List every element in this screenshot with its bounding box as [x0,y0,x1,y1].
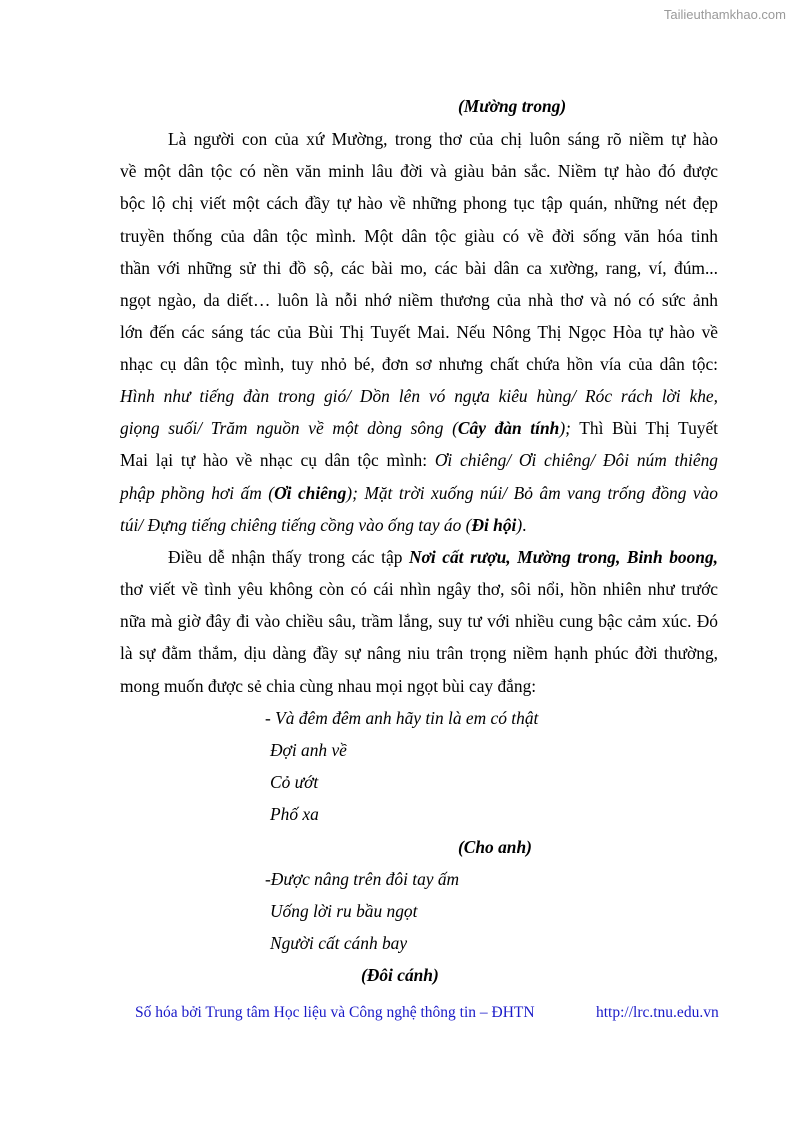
paragraph-line: thơ viết về tình yêu không còn có cái nhìn ngây thơ, sôi nổi, hồn nhiên như trước [120,579,718,599]
section-heading: (Mường trong) [458,96,567,116]
quote-text: túi/ Đựng tiếng chiêng tiếng cồng vào ống tay áo ( [120,515,472,535]
poem-line: Uống lời ru bầu ngọt [270,901,418,921]
footer-credit: Số hóa bởi Trung tâm Học liệu và Công nghệ thông tin – ĐHTN [135,1004,535,1021]
quote-text: ) [516,515,523,535]
paragraph-line: nữa mà giờ đây đi vào chiều sâu, trầm lắng, suy tư với nhiều cung bậc cảm xúc. Đó [120,611,718,631]
paragraph-line: bộc lộ chị viết một cách đầy tự hào về những phong tục tập quán, những nét đẹp [120,193,718,213]
paragraph-line: về một dân tộc có nền văn minh lâu đời và giàu bản sắc. Niềm tự hào đó được [120,161,718,181]
text: Điều dễ nhận thấy trong các tập [168,547,409,567]
poem-source: (Đôi cánh) [361,965,439,985]
poem-line: - Và đêm đêm anh hãy tin là em có thật [265,708,539,728]
quote-text: giọng suối/ Trăm nguồn về một dòng sông ( [120,418,458,438]
paragraph-line: Hình như tiếng đàn trong gió/ Dồn lên vó ngựa kiêu hùng/ Róc rách lời khe, [120,386,718,406]
footer-url[interactable]: http://lrc.tnu.edu.vn [596,1004,719,1021]
poem-line: Người cất cánh bay [270,933,408,953]
text: Thì Bùi Thị Tuyết [570,418,719,438]
poem-line: Đợi anh về [270,740,347,760]
paragraph-line [120,452,718,469]
text: . [522,515,527,535]
paragraph-line [120,517,527,534]
poem-line: Phố xa [270,804,319,824]
paragraph-line: mong muốn được sẻ chia cùng nhau mọi ngọt bùi cay đắng: [120,676,537,696]
watermark: Tailieuthamkhao.com [663,7,786,22]
paragraph-line: Là người con của xứ Mường, trong thơ của chị luôn sáng rõ niềm tự hào [168,129,718,149]
text: Mai lại tự hào về nhạc cụ dân tộc mình: [120,450,435,470]
work-title: Đi hội [471,515,517,535]
quote-text: phập phồng hơi ấm ( [120,483,275,503]
paragraph-line [168,549,718,566]
quote-text: ); Mặt trời xuống núi/ Bỏ âm vang trống đồng vào [346,483,719,503]
quote-text: Ơi chiêng/ Ơi chiêng/ Đôi núm thiêng [434,450,718,470]
collection-titles: Nơi cất rượu, Mường trong, Binh boong, [408,547,718,567]
poem-line: -Được nâng trên đôi tay ấm [265,869,460,889]
work-title: Cây đàn tính [457,418,560,438]
poem-line: Cỏ ướt [270,772,319,792]
quote-text: ); [559,418,571,438]
paragraph-line [120,420,718,437]
paragraph-line: là sự đằm thắm, dịu dàng đầy sự nâng niu trân trọng niềm hạnh phúc đời thường, [120,643,718,663]
paragraph-line: nhạc cụ dân tộc mình, tuy nhỏ bé, đơn sơ nhưng chất chứa hồn vía của dân tộc: [120,354,718,374]
paragraph-line: lớn đến các sáng tác của Bùi Thị Tuyết Mai. Nếu Nông Thị Ngọc Hòa tự hào về [120,322,718,342]
paragraph-line: thần với những sử thi đồ sộ, các bài mo, các bài dân ca xường, rang, ví, đúm... [120,258,718,278]
paragraph-line: truyền thống của dân tộc mình. Một dân tộc giàu có về đời sống văn hóa tinh [120,226,718,246]
paragraph-line: ngọt ngào, da diết… luôn là nỗi nhớ niềm thương của nhà thơ và nó có sức ảnh [120,290,718,310]
paragraph-line [120,485,718,502]
poem-source: (Cho anh) [458,837,532,857]
work-title: Ơi chiêng [274,483,347,503]
